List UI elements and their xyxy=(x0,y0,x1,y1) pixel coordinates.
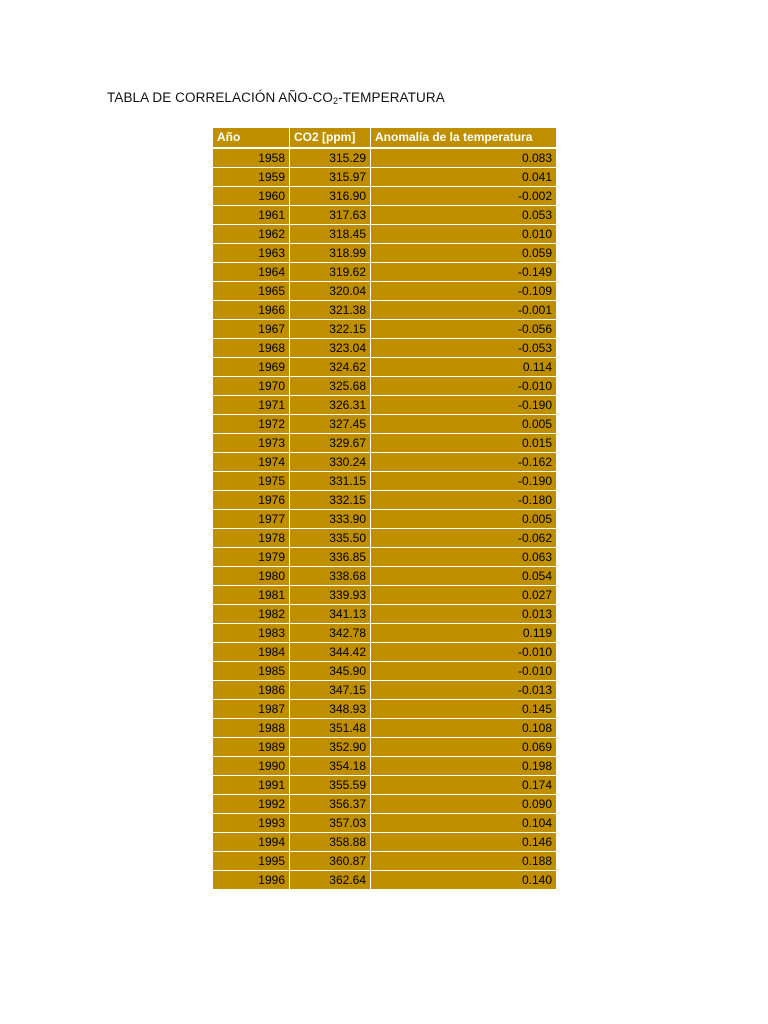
cell-co2: 338.68 xyxy=(290,567,371,586)
cell-co2: 323.04 xyxy=(290,339,371,358)
cell-co2: 326.31 xyxy=(290,396,371,415)
cell-year: 1967 xyxy=(213,320,290,339)
cell-year: 1986 xyxy=(213,681,290,700)
cell-temperature-anomaly: 0.053 xyxy=(371,206,557,225)
cell-year: 1996 xyxy=(213,871,290,890)
cell-year: 1980 xyxy=(213,567,290,586)
cell-temperature-anomaly: 0.069 xyxy=(371,738,557,757)
cell-temperature-anomaly: 0.010 xyxy=(371,225,557,244)
table-row xyxy=(213,643,557,662)
cell-co2: 318.99 xyxy=(290,244,371,263)
table-row xyxy=(213,148,557,168)
cell-co2: 356.37 xyxy=(290,795,371,814)
table-row xyxy=(213,852,557,871)
cell-year: 1974 xyxy=(213,453,290,472)
cell-year: 1965 xyxy=(213,282,290,301)
table-row xyxy=(213,377,557,396)
cell-co2: 344.42 xyxy=(290,643,371,662)
cell-year: 1976 xyxy=(213,491,290,510)
cell-year: 1984 xyxy=(213,643,290,662)
table-row xyxy=(213,168,557,187)
cell-year: 1981 xyxy=(213,586,290,605)
table-row xyxy=(213,206,557,225)
cell-year: 1989 xyxy=(213,738,290,757)
cell-temperature-anomaly: 0.083 xyxy=(371,148,557,168)
header-co2: CO2 [ppm] xyxy=(290,128,371,149)
cell-year: 1978 xyxy=(213,529,290,548)
cell-temperature-anomaly: -0.109 xyxy=(371,282,557,301)
cell-temperature-anomaly: 0.090 xyxy=(371,795,557,814)
cell-co2: 348.93 xyxy=(290,700,371,719)
cell-temperature-anomaly: -0.190 xyxy=(371,472,557,491)
cell-co2: 317.63 xyxy=(290,206,371,225)
cell-co2: 355.59 xyxy=(290,776,371,795)
table-row xyxy=(213,491,557,510)
cell-co2: 329.67 xyxy=(290,434,371,453)
cell-year: 1985 xyxy=(213,662,290,681)
cell-temperature-anomaly: 0.005 xyxy=(371,415,557,434)
cell-year: 1995 xyxy=(213,852,290,871)
table-row xyxy=(213,529,557,548)
cell-co2: 342.78 xyxy=(290,624,371,643)
cell-co2: 352.90 xyxy=(290,738,371,757)
cell-temperature-anomaly: -0.010 xyxy=(371,643,557,662)
cell-temperature-anomaly: 0.063 xyxy=(371,548,557,567)
page-title xyxy=(107,90,445,106)
correlation-table xyxy=(212,127,557,890)
table-row xyxy=(213,624,557,643)
table-row xyxy=(213,263,557,282)
cell-year: 1979 xyxy=(213,548,290,567)
table-row xyxy=(213,795,557,814)
table-row xyxy=(213,700,557,719)
cell-temperature-anomaly: -0.062 xyxy=(371,529,557,548)
cell-temperature-anomaly: -0.001 xyxy=(371,301,557,320)
cell-co2: 324.62 xyxy=(290,358,371,377)
cell-year: 1977 xyxy=(213,510,290,529)
cell-year: 1971 xyxy=(213,396,290,415)
cell-temperature-anomaly: -0.149 xyxy=(371,263,557,282)
table-row xyxy=(213,301,557,320)
cell-co2: 330.24 xyxy=(290,453,371,472)
table-row xyxy=(213,776,557,795)
cell-temperature-anomaly: 0.054 xyxy=(371,567,557,586)
table-row xyxy=(213,320,557,339)
header-year: Año xyxy=(213,128,290,149)
table-row xyxy=(213,548,557,567)
table-row xyxy=(213,396,557,415)
cell-co2: 345.90 xyxy=(290,662,371,681)
cell-temperature-anomaly: 0.059 xyxy=(371,244,557,263)
cell-co2: 333.90 xyxy=(290,510,371,529)
cell-year: 1964 xyxy=(213,263,290,282)
title-subscript: 2 xyxy=(333,96,339,106)
table-row xyxy=(213,871,557,890)
cell-year: 1990 xyxy=(213,757,290,776)
table-row xyxy=(213,472,557,491)
cell-co2: 331.15 xyxy=(290,472,371,491)
cell-co2: 315.29 xyxy=(290,148,371,168)
table-row xyxy=(213,244,557,263)
cell-co2: 322.15 xyxy=(290,320,371,339)
cell-co2: 358.88 xyxy=(290,833,371,852)
cell-temperature-anomaly: 0.198 xyxy=(371,757,557,776)
table-row xyxy=(213,757,557,776)
cell-co2: 351.48 xyxy=(290,719,371,738)
cell-year: 1959 xyxy=(213,168,290,187)
cell-year: 1983 xyxy=(213,624,290,643)
table-body xyxy=(213,148,557,890)
cell-year: 1970 xyxy=(213,377,290,396)
cell-temperature-anomaly: 0.140 xyxy=(371,871,557,890)
cell-co2: 321.38 xyxy=(290,301,371,320)
table-row xyxy=(213,662,557,681)
cell-temperature-anomaly: 0.041 xyxy=(371,168,557,187)
table-row xyxy=(213,415,557,434)
cell-year: 1958 xyxy=(213,148,290,168)
cell-temperature-anomaly: -0.056 xyxy=(371,320,557,339)
cell-year: 1987 xyxy=(213,700,290,719)
cell-year: 1961 xyxy=(213,206,290,225)
table-row xyxy=(213,187,557,206)
cell-co2: 316.90 xyxy=(290,187,371,206)
cell-temperature-anomaly: -0.013 xyxy=(371,681,557,700)
table-row xyxy=(213,567,557,586)
cell-temperature-anomaly: 0.146 xyxy=(371,833,557,852)
cell-co2: 318.45 xyxy=(290,225,371,244)
table-row xyxy=(213,681,557,700)
title-prefix: TABLA DE CORRELACIÓN AÑO-CO xyxy=(107,90,333,105)
table-row xyxy=(213,719,557,738)
table-row xyxy=(213,358,557,377)
table-row xyxy=(213,814,557,833)
cell-temperature-anomaly: -0.162 xyxy=(371,453,557,472)
table-row xyxy=(213,605,557,624)
table-row xyxy=(213,453,557,472)
cell-year: 1994 xyxy=(213,833,290,852)
cell-year: 1968 xyxy=(213,339,290,358)
cell-co2: 319.62 xyxy=(290,263,371,282)
cell-year: 1962 xyxy=(213,225,290,244)
cell-co2: 357.03 xyxy=(290,814,371,833)
cell-co2: 360.87 xyxy=(290,852,371,871)
cell-co2: 362.64 xyxy=(290,871,371,890)
table-row xyxy=(213,833,557,852)
cell-year: 1992 xyxy=(213,795,290,814)
cell-year: 1988 xyxy=(213,719,290,738)
cell-year: 1993 xyxy=(213,814,290,833)
table-row xyxy=(213,225,557,244)
cell-co2: 320.04 xyxy=(290,282,371,301)
cell-temperature-anomaly: 0.015 xyxy=(371,434,557,453)
cell-temperature-anomaly: 0.188 xyxy=(371,852,557,871)
cell-year: 1963 xyxy=(213,244,290,263)
cell-year: 1966 xyxy=(213,301,290,320)
cell-year: 1960 xyxy=(213,187,290,206)
cell-temperature-anomaly: 0.027 xyxy=(371,586,557,605)
cell-co2: 336.85 xyxy=(290,548,371,567)
title-suffix: -TEMPERATURA xyxy=(338,90,445,105)
cell-temperature-anomaly: 0.145 xyxy=(371,700,557,719)
cell-temperature-anomaly: 0.005 xyxy=(371,510,557,529)
cell-temperature-anomaly: -0.053 xyxy=(371,339,557,358)
table-row xyxy=(213,586,557,605)
cell-temperature-anomaly: -0.002 xyxy=(371,187,557,206)
cell-temperature-anomaly: 0.108 xyxy=(371,719,557,738)
cell-year: 1975 xyxy=(213,472,290,491)
cell-temperature-anomaly: 0.174 xyxy=(371,776,557,795)
header-temperature-anomaly: Anomalía de la temperatura xyxy=(371,128,557,149)
cell-co2: 335.50 xyxy=(290,529,371,548)
cell-year: 1982 xyxy=(213,605,290,624)
cell-co2: 347.15 xyxy=(290,681,371,700)
table-row xyxy=(213,282,557,301)
cell-co2: 315.97 xyxy=(290,168,371,187)
cell-temperature-anomaly: 0.104 xyxy=(371,814,557,833)
cell-year: 1991 xyxy=(213,776,290,795)
cell-temperature-anomaly: 0.119 xyxy=(371,624,557,643)
cell-co2: 325.68 xyxy=(290,377,371,396)
table-row xyxy=(213,738,557,757)
cell-co2: 332.15 xyxy=(290,491,371,510)
cell-co2: 339.93 xyxy=(290,586,371,605)
cell-year: 1969 xyxy=(213,358,290,377)
table-header-row xyxy=(213,128,557,149)
cell-co2: 327.45 xyxy=(290,415,371,434)
cell-temperature-anomaly: -0.180 xyxy=(371,491,557,510)
cell-co2: 354.18 xyxy=(290,757,371,776)
cell-co2: 341.13 xyxy=(290,605,371,624)
cell-temperature-anomaly: 0.114 xyxy=(371,358,557,377)
cell-temperature-anomaly: -0.190 xyxy=(371,396,557,415)
cell-year: 1973 xyxy=(213,434,290,453)
table-row xyxy=(213,510,557,529)
cell-temperature-anomaly: -0.010 xyxy=(371,377,557,396)
cell-year: 1972 xyxy=(213,415,290,434)
table-row xyxy=(213,434,557,453)
table-row xyxy=(213,339,557,358)
cell-temperature-anomaly: 0.013 xyxy=(371,605,557,624)
cell-temperature-anomaly: -0.010 xyxy=(371,662,557,681)
